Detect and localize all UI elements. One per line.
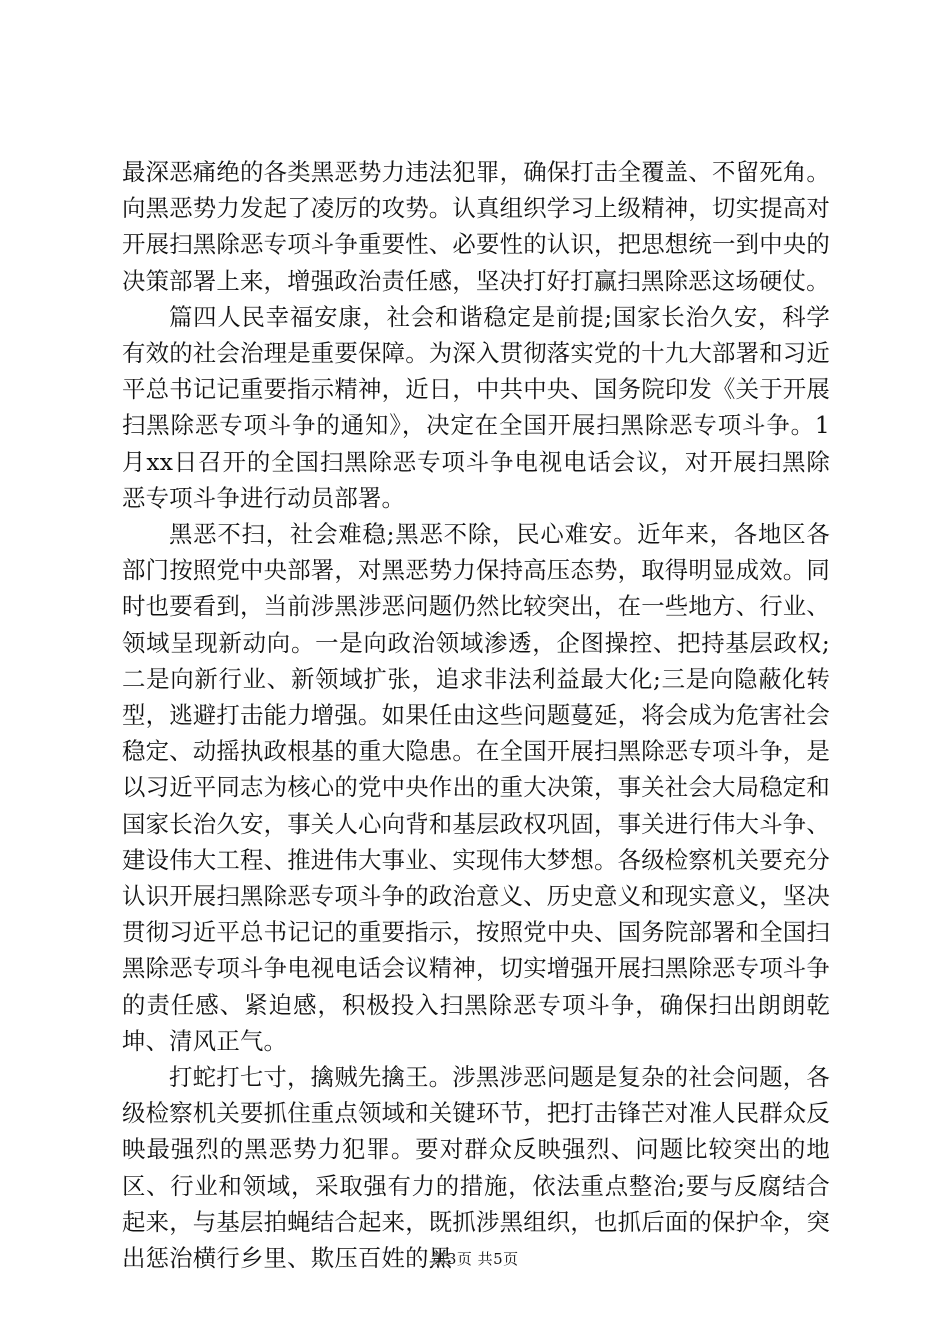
- page-number-footer: 第3页 共5页: [431, 1250, 519, 1268]
- document-body: [122, 154, 830, 1276]
- paragraph-significance: 黑恶不扫，社会难稳;黑恶不除，民心难安。近年来，各地区各部门按照党中央部署，对黑恶势力保持高压态势，取得明显成效。同时也要看到，当前涉黑涉恶问题仍然比较突出，在一些地方、行业、领域呈现新动向。一是向政治领域渗透，企图操控、把持基层政权;二是向新行业、新领域扩张，追求非法利益最大化;三是向隐蔽化转型，逃避打击能力增强。如果任由这些问题蔓延，将会成为危害社会稳定、动摇执政根基的重大隐患。在全国开展扫黑除恶专项斗争，是以习近平同志为核心的党中央作出的重大决策，事关社会大局稳定和国家长治久安，事关人心向背和基层政权巩固，事关进行伟大斗争、建设伟大工程、推进伟大事业、实现伟大梦想。各级检察机关要充分认识开展扫黑除恶专项斗争的政治意义、历史意义和现实意义，坚决贯彻习近平总书记记的重要指示，按照党中央、国务院部署和全国扫黑除恶专项斗争电视电话会议精神，切实增强开展扫黑除恶专项斗争的责任感、紧迫感，积极投入扫黑除恶专项斗争，确保扫出朗朗乾坤、清风正气。: [122, 520, 830, 1055]
- paragraph-article-four: 篇四人民幸福安康，社会和谐稳定是前提;国家长治久安，科学有效的社会治理是重要保障。为深入贯彻落实党的十九大部署和习近平总书记记重要指示精神，近日，中共中央、国务院印发《关于开展扫黑除恶专项斗争的通知》，决定在全国开展扫黑除恶专项斗争。1月xx日召开的全国扫黑除恶专项斗争电视电话会议，对开展扫黑除恶专项斗争进行动员部署。: [122, 302, 830, 512]
- paragraph-continuation: 最深恶痛绝的各类黑恶势力违法犯罪，确保打击全覆盖、不留死角。向黑恶势力发起了凌厉的攻势。认真组织学习上级精神，切实提高对开展扫黑除恶专项斗争重要性、必要性的认识，把思想统一到中央的决策部署上来，增强政治责任感，坚决打好打赢扫黑除恶这场硬仗。: [122, 158, 830, 295]
- paragraph-key-areas: 打蛇打七寸，擒贼先擒王。涉黑涉恶问题是复杂的社会问题，各级检察机关要抓住重点领域和关键环节，把打击锋芒对准人民群众反映最强烈的黑恶势力犯罪。要对群众反映强烈、问题比较突出的地区、行业和领域，采取强有力的措施，依法重点整治;要与反腐结合起来，与基层拍蝇结合起来，既抓涉黑组织，也抓后面的保护伞，突出惩治横行乡里、欺压百姓的黑: [122, 1063, 830, 1273]
